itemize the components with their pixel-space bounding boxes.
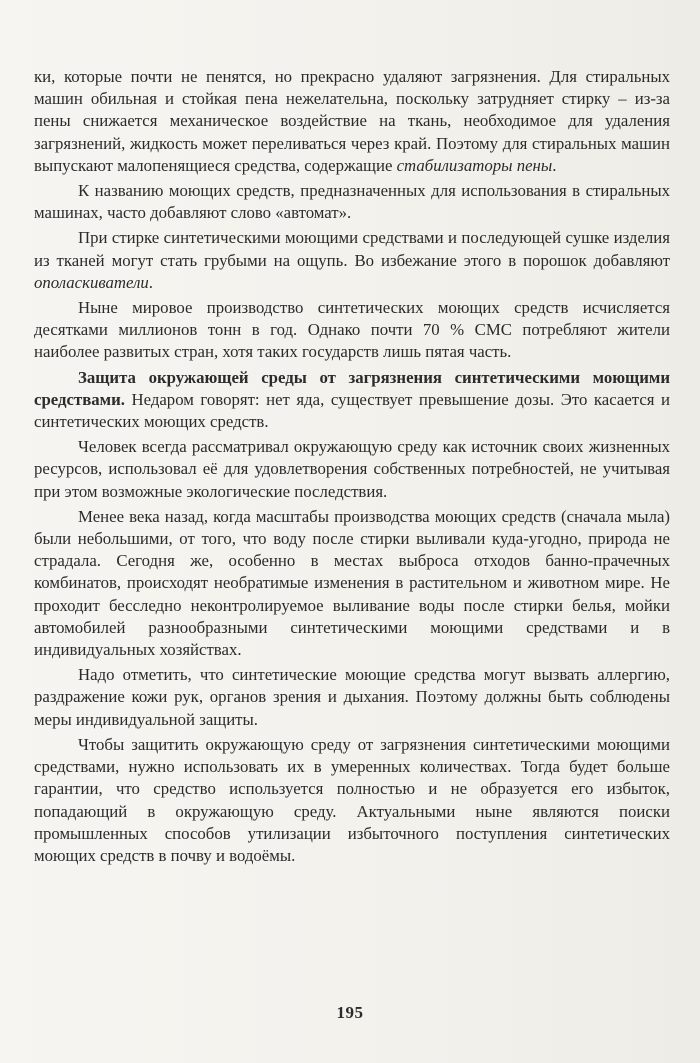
paragraph-text: При стирке синтетическими моющими средствами и последующей сушке изделия из тканей могут стать грубыми на ощупь. Во избежание этого в порошок добавляют <box>34 228 670 270</box>
paragraph-text: Менее века назад, когда масштабы производства моющих средств (сначала мыла) были небольшими, от того, что воду после стирки выливали куда-угодно, природа не страдала. Сегодня же, особенно в местах выброса отходов банно-прачечных комбинатов, происходят необратимые изменения в растительном и животном мире. Не проходит бесследно неконтролируемое выливание воды после стирки белья, мойки автомобилей разнообразными синтетическими моющими средствами и в индивидуальных хозяйствах. <box>34 506 670 660</box>
paragraph-text: ки, которые почти не пенятся, но прекрасно удаляют загрязнения. Для стиральных машин обильная и стойкая пена нежелательна, поскольку затрудняет стирку – из-за пены снижается механическое воздействие на ткань, необходимое для удаления загрязнений, жидкость может переливаться через край. Поэтому для стиральных машин выпускают малопенящиеся средства, содержащие <box>34 67 670 175</box>
paragraph-text: Ныне мировое производство синтетических моющих средств исчисляется десятками миллионов тонн в год. Однако почти 70 % СМС потребляют жители наиболее развитых стран, хотя таких государств лишь пятая часть. <box>34 298 670 362</box>
paragraph-p4 <box>34 297 670 364</box>
paragraph-text: Человек всегда рассматривал окружающую среду как источник своих жизненных ресурсов, использовал её для удовлетворения собственных потребностей, не учитывая при этом возможные экологические последствия. <box>34 437 670 501</box>
paragraph-p2 <box>34 180 670 224</box>
paragraph-p1 <box>34 66 670 177</box>
paragraph-text: Чтобы защитить окружающую среду от загрязнения синтетическими моющими средствами, нужно использовать их в умеренных количествах. Тогда будет больше гарантии, что средство используется полностью и не образуется его избыток, попадающий в окружающую среду. Актуальными ныне являются поиски промышленных способов утилизации избыточного поступления синтетических моющих средств в почву и водоёмы. <box>34 734 670 865</box>
paragraph-text: . <box>148 272 153 292</box>
page-number: 195 <box>336 1003 364 1022</box>
italic-term: ополаскиватели <box>34 272 149 292</box>
paragraph-text: К названию моющих средств, предназначенных для использования в стиральных машинах, часто добавляют слово «автомат». <box>34 181 670 223</box>
paragraph-p6 <box>34 436 670 503</box>
paragraph-p5 <box>34 367 670 434</box>
page-text-body <box>34 66 670 870</box>
italic-term: стабилизаторы пены <box>396 155 553 175</box>
paragraph-text: Недаром говорят: нет яда, существует превышение дозы. Это касается и синтетических моющих средств. <box>34 389 670 432</box>
paragraph-text: Надо отметить, что синтетические моющие средства могут вызвать аллергию, раздражение кожи рук, органов зрения и дыхания. Поэтому должны быть соблюдены меры индивидуальной защиты. <box>34 665 670 729</box>
paragraph-p7 <box>34 506 670 661</box>
section-heading-text: Защита окружающей среды от загрязнения синтетическими моющими средствами. <box>34 367 670 409</box>
paragraph-p8 <box>34 664 670 731</box>
paragraph-text: . <box>552 155 557 175</box>
paragraph-p3 <box>34 227 670 294</box>
paragraph-p9 <box>34 734 670 867</box>
